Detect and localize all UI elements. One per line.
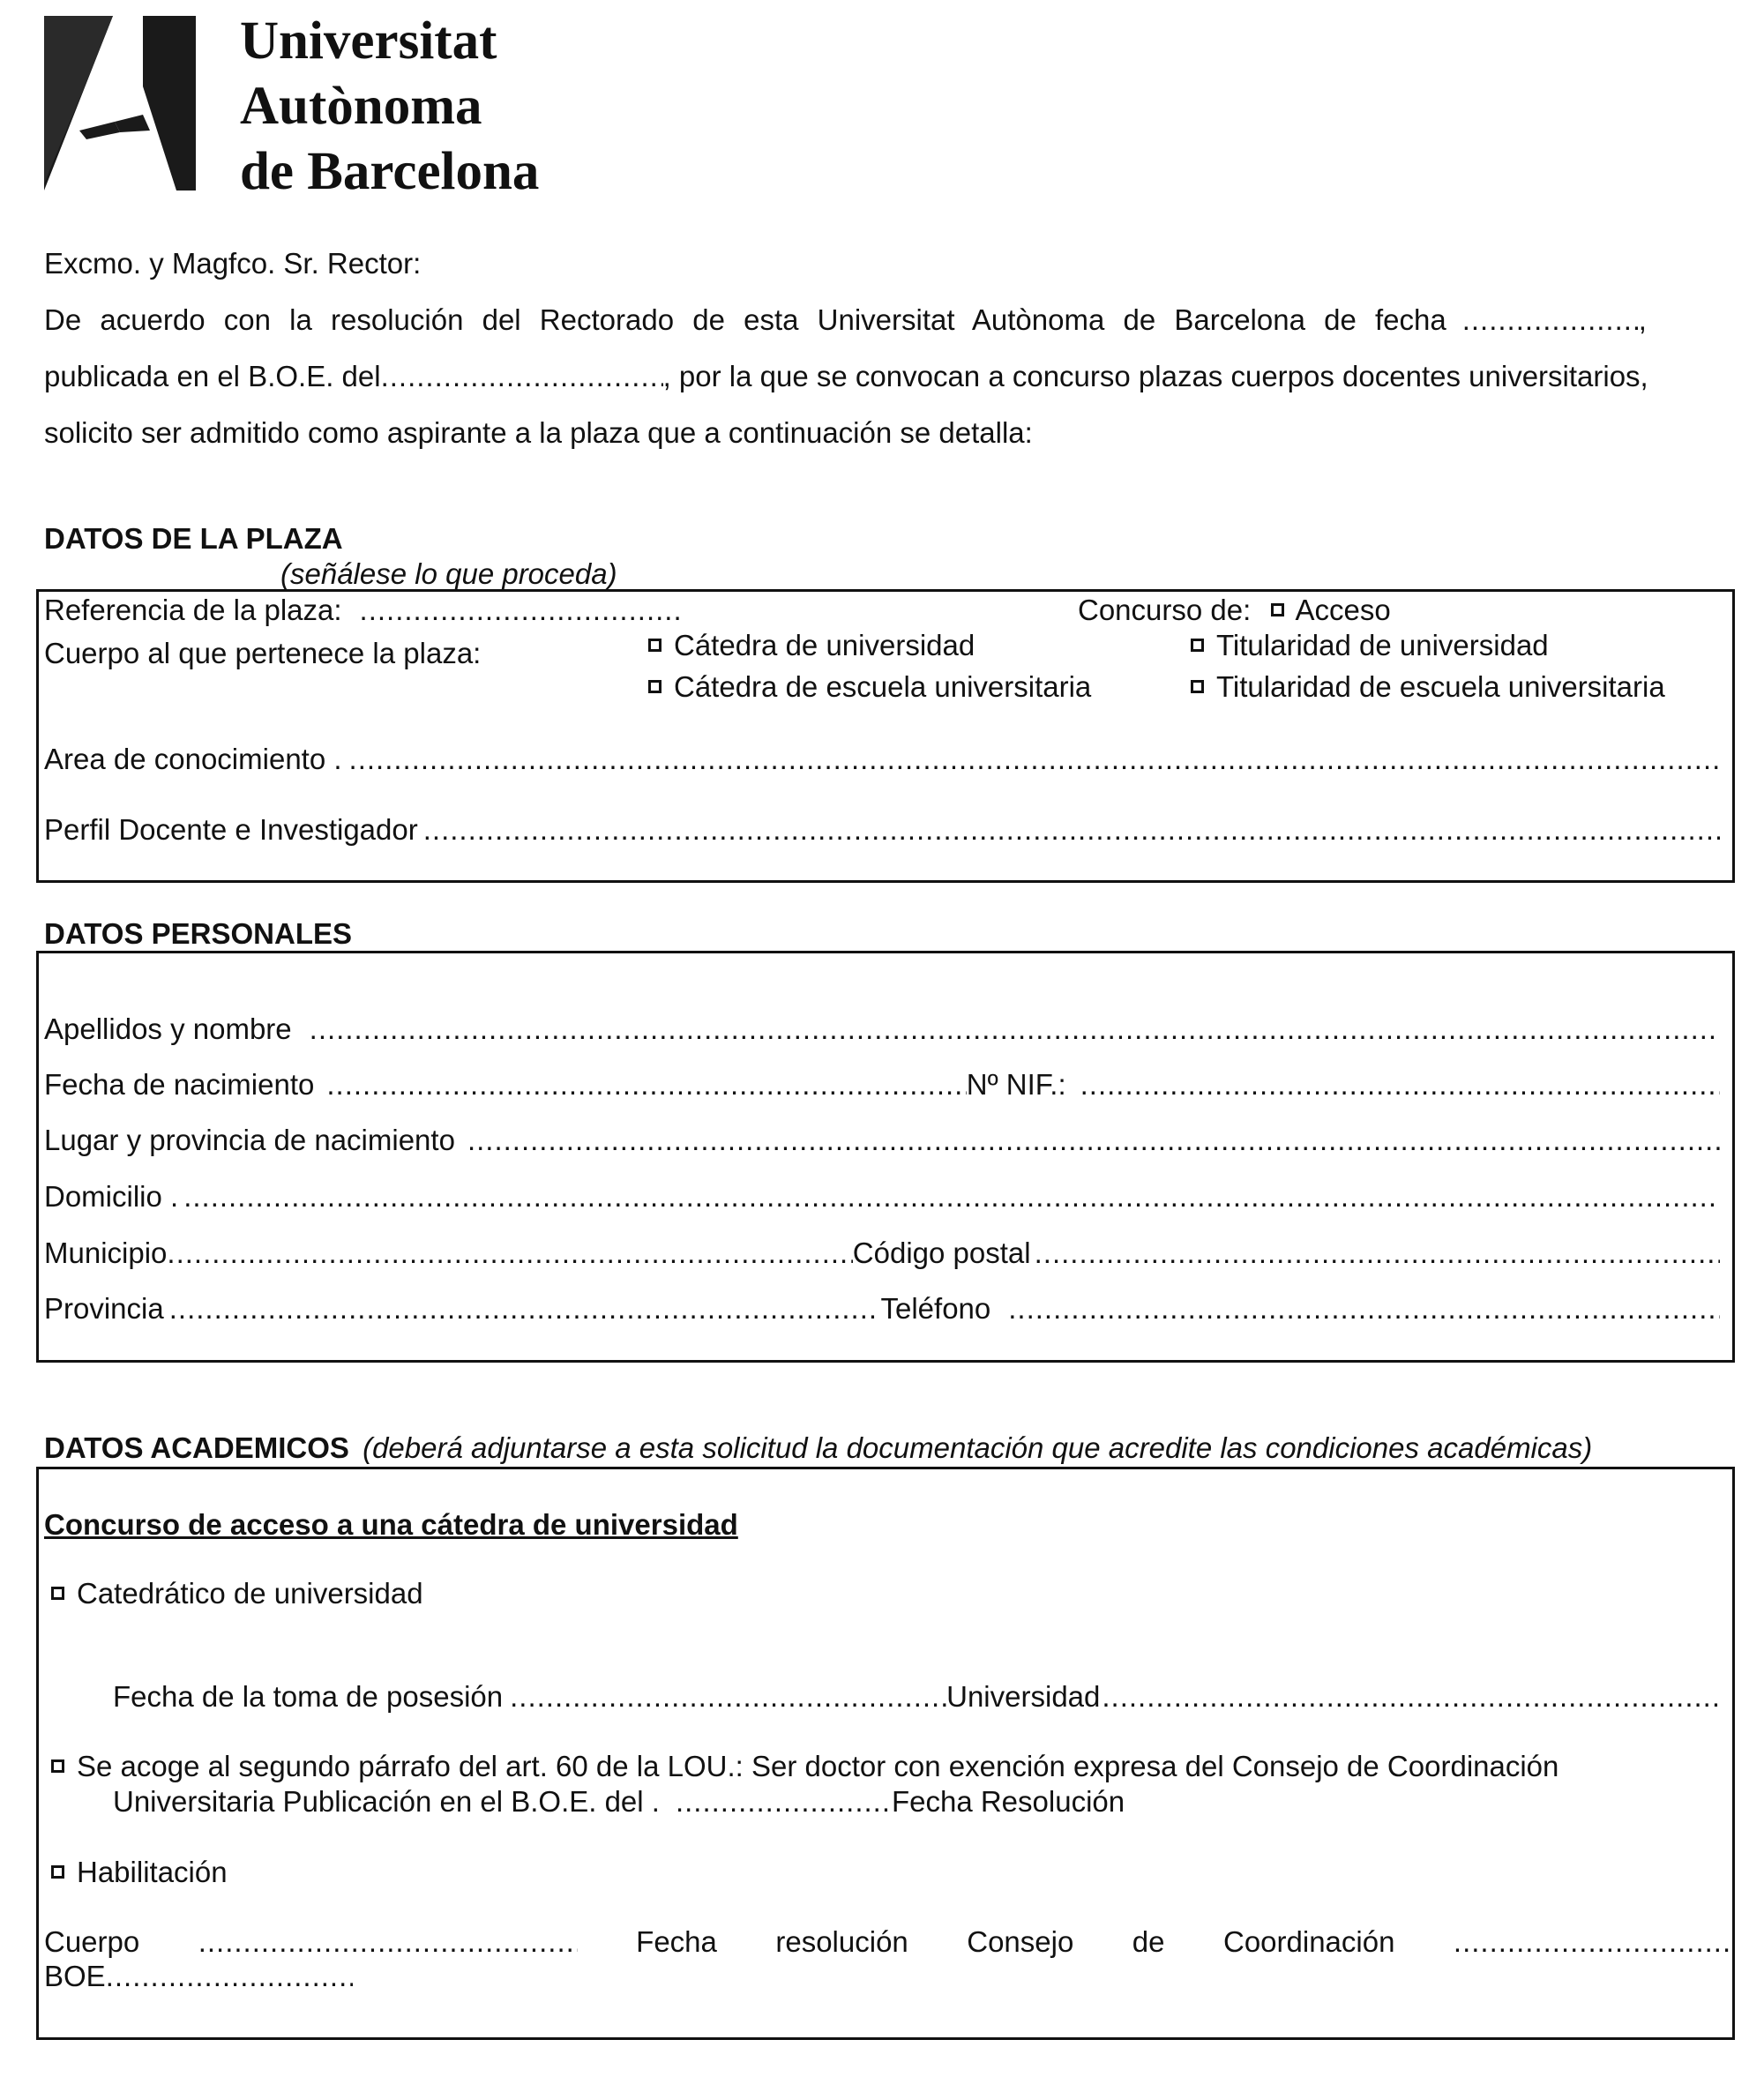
nif-label: Nº NIF.: [966,1068,1066,1101]
lugar-label: Lugar y provincia de nacimiento [44,1124,455,1156]
option-catedratico[interactable] [51,1577,423,1610]
cuerpo-label: Cuerpo [44,1925,140,1958]
domicilio-field[interactable] [183,1180,1720,1214]
nif-field[interactable] [1080,1068,1720,1102]
habilitacion-checkbox[interactable] [51,1865,64,1879]
option-catedra-universidad[interactable] [648,629,975,662]
academicos-heading-row [44,1431,1592,1465]
codigo-postal-label: Código postal [852,1236,1031,1269]
boe-row [44,1960,353,1993]
cuerpo-word-fecha: Fecha [636,1925,717,1958]
fecha-nacimiento-label: Fecha de nacimiento [44,1068,315,1101]
boe-label: BOE [44,1960,106,1992]
intro-line-1-comma: , [1638,303,1647,336]
lou-line-1: Se acoge al segundo párrafo del art. 60 de la LOU.: Ser doctor con exención expresa del Consejo de Coordinación [77,1750,1559,1782]
boe-date-field[interactable] [1462,303,1639,337]
area-label: Area de conocimiento . [44,743,342,775]
logo-line-3: de Barcelona [240,142,540,201]
catedratico-checkbox[interactable] [51,1587,64,1600]
concurso-row [1078,594,1391,627]
telefono-label: Teléfono [880,1292,991,1325]
intro-line-1-text: De acuerdo con la resolución del Rectorado de esta Universitat Autònoma de Barcelona de fecha [44,303,1446,336]
academicos-heading: DATOS ACADEMICOS [44,1431,349,1464]
domicilio-label: Domicilio . [44,1180,179,1213]
fecha-toma-row [113,1680,1720,1714]
cuerpo-word-resolucion: resolución [775,1925,908,1958]
coordinacion-field[interactable] [1454,1925,1729,1959]
telefono-field[interactable] [1008,1292,1720,1326]
intro-line-2-end: , por la que se convocan a concurso plazas cuerpos docentes universitarios, [662,360,1648,392]
plaza-heading: DATOS DE LA PLAZA [44,522,343,555]
provincia-field[interactable] [169,1292,881,1326]
option-catedra-escuela[interactable] [648,670,1091,704]
catedra-universidad-label: Cátedra de universidad [674,629,975,661]
habilitacion-label: Habilitación [77,1856,228,1888]
catedra-escuela-label: Cátedra de escuela universitaria [674,670,1092,703]
academicos-subheading: Concurso de acceso a una cátedra de universidad [44,1508,738,1541]
plaza-note: (señálese lo que proceda) [280,557,617,590]
fecha-nacimiento-field[interactable] [326,1068,966,1102]
catedra-escuela-checkbox[interactable] [648,680,662,693]
titularidad-universidad-label: Titularidad de universidad [1216,629,1549,661]
intro-line-3: solicito ser admitido como aspirante a la plaza que a continuación se detalla: [44,416,1033,449]
titularidad-escuela-label: Titularidad de escuela universitaria [1216,670,1665,703]
domicilio-row [44,1180,1720,1214]
university-name [240,9,539,205]
cuerpo-word-consejo: Consejo [967,1925,1074,1958]
intro-line-1 [44,303,1729,337]
concurso-label: Concurso de: [1078,594,1252,626]
logo-line-1: Universitat [240,11,497,71]
perfil-label: Perfil Docente e Investigador [44,813,418,846]
area-field[interactable] [349,743,1720,776]
perfil-field[interactable] [423,813,1720,847]
academicos-note: (deberá adjuntarse a esta solicitud la documentación que acredite las condiciones académicas) [363,1431,1593,1464]
lou-boe-field[interactable] [676,1785,892,1819]
titularidad-escuela-checkbox[interactable] [1191,680,1204,693]
universidad-label: Universidad [946,1680,1101,1713]
area-row [44,743,1720,776]
lugar-field[interactable] [467,1124,1720,1157]
lou-fecha-resolucion-label: Fecha Resolución [891,1785,1125,1818]
referencia-row [44,594,679,627]
option-titularidad-universidad[interactable] [1191,629,1549,662]
cuerpo-label: Cuerpo al que pertenece la plaza: [44,637,482,669]
lou-line-2-row [113,1785,1125,1819]
acceso-checkbox[interactable] [1271,603,1284,616]
catedratico-label: Catedrático de universidad [77,1577,423,1610]
lugar-row [44,1124,1720,1157]
fecha-toma-field[interactable] [510,1680,946,1714]
option-habilitacion[interactable] [51,1856,228,1889]
codigo-postal-field[interactable] [1035,1236,1720,1270]
universidad-field[interactable] [1102,1680,1720,1714]
apellidos-label: Apellidos y nombre [44,1012,292,1045]
intro-line-2-start: publicada en el B.O.E. del [44,360,381,392]
lou-line-2-start: Universitaria Publicación en el B.O.E. del . [113,1785,660,1818]
provincia-label: Provincia [44,1292,164,1325]
titularidad-universidad-checkbox[interactable] [1191,639,1204,652]
apellidos-row [44,1012,1720,1046]
logo-line-2: Autònoma [240,77,482,136]
cuerpo-field[interactable] [198,1925,578,1959]
catedra-universidad-checkbox[interactable] [648,639,662,652]
municipio-field[interactable] [167,1236,852,1270]
fecha-toma-label: Fecha de la toma de posesión [113,1680,504,1713]
acceso-label: Acceso [1295,594,1391,626]
boe-field[interactable] [106,1960,353,1993]
lou-checkbox[interactable] [51,1759,64,1773]
option-titularidad-escuela[interactable] [1191,670,1665,704]
salutation: Excmo. y Magfco. Sr. Rector: [44,247,422,280]
municipio-label: Municipio [44,1236,168,1269]
referencia-field[interactable] [360,594,679,627]
cuerpo-word-coordinacion: Coordinación [1222,1925,1395,1958]
option-lou[interactable] [51,1750,1558,1783]
apellidos-field[interactable] [310,1012,1720,1046]
referencia-label: Referencia de la plaza: [44,594,342,626]
fecha-nif-row [44,1068,1720,1102]
intro-line-2 [44,360,1729,393]
perfil-row [44,813,1720,847]
municipio-row [44,1236,1720,1270]
provincia-row [44,1292,1720,1326]
personales-heading: DATOS PERSONALES [44,917,352,950]
university-logo-icon [44,16,196,191]
cuerpo-row [44,1925,1729,1959]
cuerpo-word-de: de [1132,1925,1165,1958]
boe-publication-field[interactable] [381,360,663,393]
